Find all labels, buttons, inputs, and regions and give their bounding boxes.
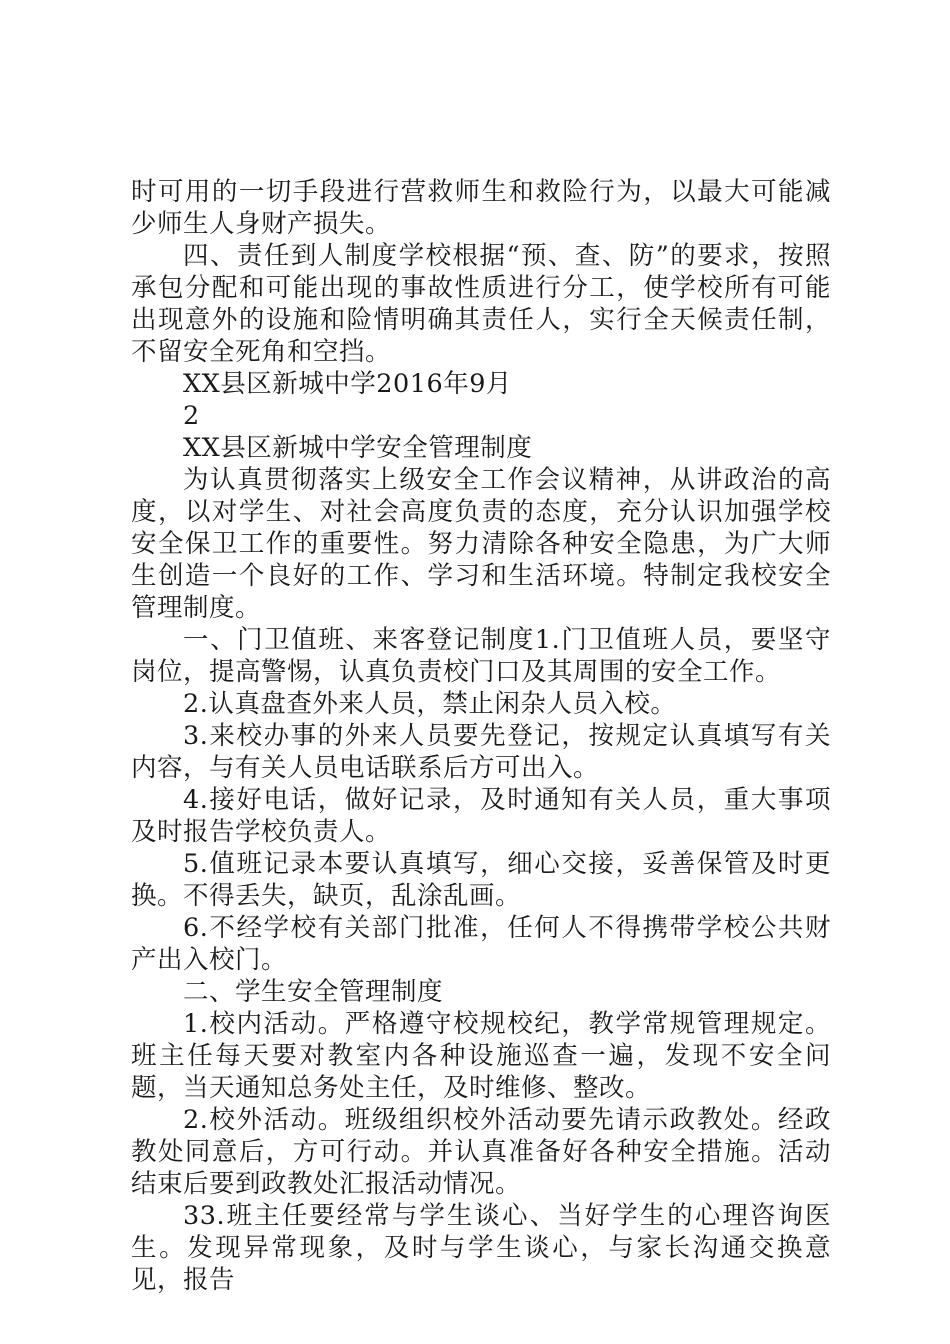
paragraph-gate-item-3: 3.来校办事的外来人员要先登记，按规定认真填写有关内容，与有关人员电话联系后方可出入。	[131, 721, 831, 783]
paragraph-gate-duty: 一、门卫值班、来客登记制度1.门卫值班人员，要坚守岗位，提高警惕，认真负责校门口及其周围的安全工作。	[131, 625, 831, 687]
document-page	[131, 176, 831, 1296]
paragraph-gate-item-5: 5.值班记录本要认真填写，细心交接，妥善保管及时更换。不得丢失，缺页，乱涂乱画。	[131, 849, 831, 911]
document-title: XX县区新城中学安全管理制度	[183, 433, 533, 463]
paragraph-gate-item-4: 4.接好电话，做好记录，及时通知有关人员，重大事项及时报告学校负责人。	[131, 785, 831, 847]
paragraph-gate-item-2: 2.认真盘查外来人员，禁止闲杂人员入校。	[183, 689, 677, 719]
paragraph-student-item-3: 33.班主任要经常与学生谈心、当好学生的心理咨询医生。发现异常现象，及时与学生谈心，与家长沟通交换意见，报告	[131, 1201, 831, 1295]
paragraph-continuation: 时可用的一切手段进行营救师生和救险行为，以最大可能减少师生人身财产损失。	[131, 177, 831, 239]
paragraph-introduction: 为认真贯彻落实上级安全工作会议精神，从讲政治的高度，以对学生、对社会高度负责的态度，充分认识加强学校安全保卫工作的重要性。努力清除各种安全隐患，为广大师生创造一个良好的工作、学习和生活环境。特制定我校安全管理制度。	[131, 465, 831, 623]
paragraph-gate-item-6: 6.不经学校有关部门批准，任何人不得携带学校公共财产出入校门。	[131, 913, 831, 975]
paragraph-student-item-1: 1.校内活动。严格遵守校规校纪，教学常规管理规定。班主任每天要对教室内各种设施巡查一遍，发现不安全问题，当天通知总务处主任，及时维修、整改。	[131, 1009, 831, 1103]
paragraph-student-item-2: 2.校外活动。班级组织校外活动要先请示政教处。经政教处同意后，方可行动。并认真准备好各种安全措施。活动结束后要到政教处汇报活动情况。	[131, 1105, 831, 1199]
signature-school-date: XX县区新城中学2016年9月	[183, 369, 512, 399]
paragraph-responsibility-system: 四、责任到人制度学校根据“预、查、防”的要求，按照承包分配和可能出现的事故性质进行分工，使学校所有可能出现意外的设施和险情明确其责任人，实行全天候责任制，不留安全死角和空挡。	[131, 241, 831, 367]
page-number: 2	[183, 401, 200, 431]
section-heading-student-safety: 二、学生安全管理制度	[183, 977, 444, 1007]
